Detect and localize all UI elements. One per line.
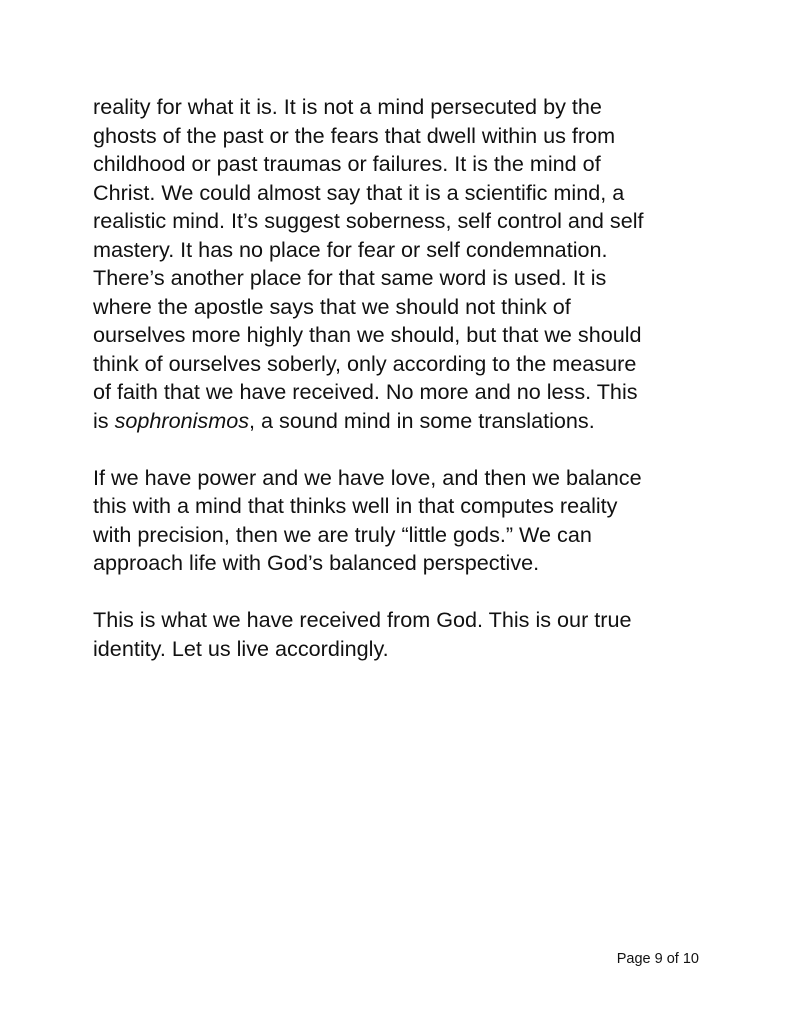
- text-line: approach life with God’s balanced perspective.: [93, 550, 540, 575]
- text-line: mastery. It has no place for fear or self condemnation.: [93, 236, 608, 262]
- text-line: this with a mind that thinks well in that computes reality: [93, 493, 618, 518]
- line-prefix: is: [93, 407, 115, 433]
- text-line-with-italic-term: [93, 407, 703, 436]
- paragraph-3: [93, 606, 703, 663]
- text-line: ourselves more highly than we should, but that we should: [93, 322, 642, 347]
- text-line: There’s another place for that same word is used. It is: [93, 265, 607, 290]
- text-line: think of ourselves soberly, only according to the measure: [93, 350, 637, 376]
- text-line: reality for what it is. It is not a mind persecuted by the: [93, 94, 602, 119]
- text-line: where the apostle says that we should not think of: [93, 293, 571, 319]
- text-line: If we have power and we have love, and then we balance: [93, 464, 642, 490]
- line-suffix: , a sound mind in some translations.: [249, 407, 595, 433]
- text-line: with precision, then we are truly “little gods.” We can: [93, 521, 592, 547]
- text-line: identity. Let us live accordingly.: [93, 635, 389, 661]
- text-line: ghosts of the past or the fears that dwell within us from: [93, 122, 616, 148]
- page-number: Page 9 of 10: [616, 951, 699, 967]
- text-line: of faith that we have received. No more and no less. This: [93, 379, 638, 404]
- paragraph-1: [93, 93, 703, 435]
- body-text: [93, 93, 703, 663]
- italic-term: sophronismos: [114, 407, 250, 433]
- text-line: realistic mind. It’s suggest soberness, self control and self: [93, 208, 644, 233]
- text-line: This is what we have received from God. This is our true: [93, 607, 632, 632]
- text-line: Christ. We could almost say that it is a scientific mind, a: [93, 179, 625, 205]
- paragraph-2: [93, 464, 703, 578]
- text-line: childhood or past traumas or failures. It is the mind of: [93, 151, 601, 176]
